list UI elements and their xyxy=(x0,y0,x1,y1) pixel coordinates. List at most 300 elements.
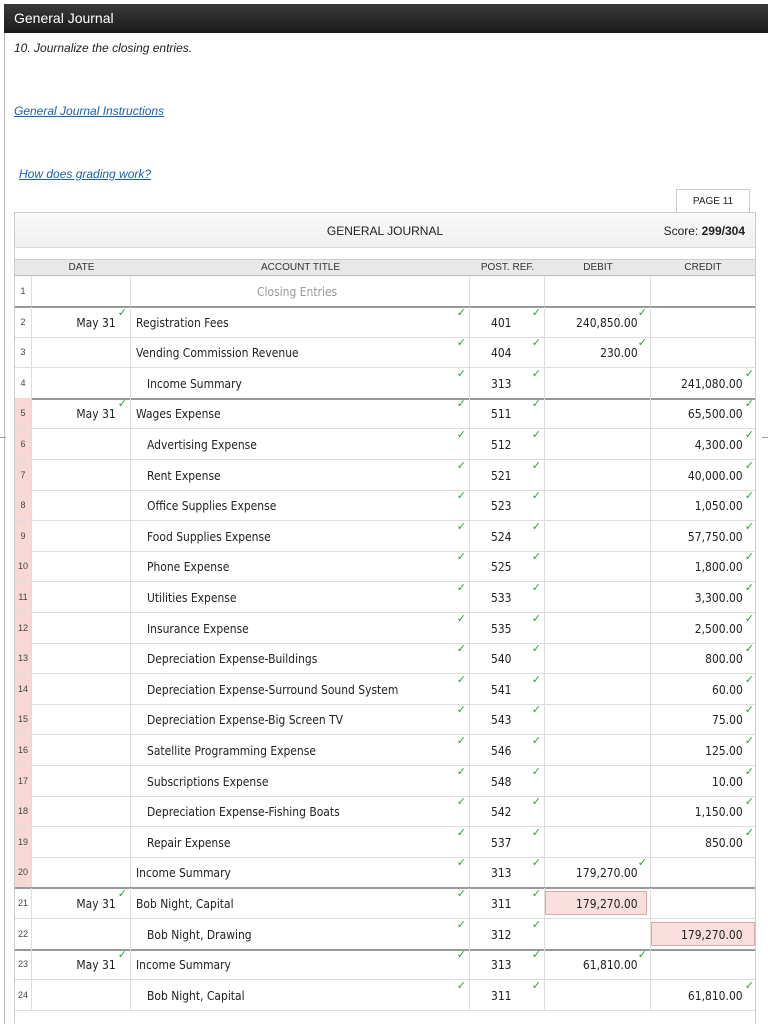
account-cell[interactable] xyxy=(131,521,470,551)
row-number: 19 xyxy=(15,827,32,857)
account-cell[interactable] xyxy=(131,276,470,306)
date-cell[interactable] xyxy=(32,613,131,643)
post-ref-value: 313 xyxy=(491,957,512,973)
date-cell[interactable] xyxy=(32,307,131,337)
account-cell[interactable] xyxy=(131,704,470,734)
check-icon: ✓ xyxy=(456,888,466,900)
credit-value: 1,050.00 xyxy=(695,498,743,514)
check-icon: ✓ xyxy=(531,643,541,656)
row-number: 18 xyxy=(15,796,32,826)
post-ref-cell[interactable] xyxy=(470,307,545,337)
account-value: Utilities Expense xyxy=(147,590,237,605)
account-cell[interactable] xyxy=(131,460,470,490)
table-row xyxy=(15,490,755,521)
account-cell[interactable] xyxy=(131,551,470,581)
check-icon: ✓ xyxy=(637,306,647,319)
score-display xyxy=(664,224,745,238)
row-number: 15 xyxy=(15,704,32,734)
post-ref-value: 546 xyxy=(491,743,512,758)
check-icon: ✓ xyxy=(531,429,541,441)
check-icon: ✓ xyxy=(744,765,754,778)
account-cell[interactable] xyxy=(131,398,470,428)
credit-cell[interactable] xyxy=(651,582,755,612)
debit-value: 179,270.00 xyxy=(576,865,638,881)
debit-cell[interactable] xyxy=(545,888,651,918)
account-value: Insurance Expense xyxy=(147,620,249,636)
row-number: 22 xyxy=(15,919,32,949)
date-cell[interactable] xyxy=(32,766,131,796)
account-cell[interactable] xyxy=(131,337,470,367)
post-ref-cell[interactable] xyxy=(470,704,545,734)
frame-border xyxy=(4,33,5,1024)
credit-value: 57,750.00 xyxy=(688,528,743,544)
debit-cell[interactable] xyxy=(545,460,651,490)
table-row xyxy=(15,949,755,980)
debit-cell[interactable] xyxy=(545,919,651,949)
table-row xyxy=(15,337,755,368)
post-ref-cell[interactable] xyxy=(470,949,545,979)
account-value: Rent Expense xyxy=(147,467,221,483)
account-cell[interactable] xyxy=(131,796,470,826)
check-icon: ✓ xyxy=(744,643,754,656)
row-number: 4 xyxy=(15,368,32,398)
credit-value: 1,800.00 xyxy=(695,559,743,575)
post-ref-cell[interactable] xyxy=(470,276,545,306)
row-number: 3 xyxy=(15,337,32,367)
check-icon: ✓ xyxy=(456,306,466,319)
table-row xyxy=(15,643,755,674)
post-ref-value: 542 xyxy=(491,804,512,820)
check-icon: ✓ xyxy=(531,888,541,900)
post-ref-value: 540 xyxy=(491,651,512,667)
credit-cell[interactable] xyxy=(651,735,755,765)
check-icon: ✓ xyxy=(531,673,541,686)
debit-value: 230.00 xyxy=(600,345,638,361)
page-tab[interactable]: PAGE 11 xyxy=(676,189,750,213)
credit-value: 850.00 xyxy=(705,834,743,850)
credit-cell[interactable] xyxy=(651,643,755,673)
debit-cell[interactable] xyxy=(545,949,651,979)
credit-value: 60.00 xyxy=(712,681,743,697)
check-icon: ✓ xyxy=(637,337,647,350)
check-icon: ✓ xyxy=(531,520,541,533)
date-value: May 31 xyxy=(76,957,116,973)
post-ref-value: 521 xyxy=(491,467,512,483)
credit-value: 75.00 xyxy=(712,712,743,728)
row-number: 14 xyxy=(15,674,32,704)
account-value: Repair Expense xyxy=(147,834,231,850)
account-value: Vending Commission Revenue xyxy=(136,345,299,361)
table-row xyxy=(15,888,755,919)
debit-cell[interactable] xyxy=(545,276,651,306)
account-value: Closing Entries xyxy=(257,284,338,299)
date-cell[interactable] xyxy=(32,368,131,398)
credit-cell[interactable] xyxy=(651,460,755,490)
row-number: 2 xyxy=(15,307,32,337)
check-icon: ✓ xyxy=(744,367,754,380)
date-cell[interactable] xyxy=(32,643,131,673)
credit-cell[interactable] xyxy=(651,368,755,398)
check-icon: ✓ xyxy=(531,918,541,931)
row-number: 11 xyxy=(15,582,32,612)
account-value: Income Summary xyxy=(136,957,231,973)
date-cell[interactable] xyxy=(32,490,131,520)
row-number: 21 xyxy=(15,888,32,918)
check-icon: ✓ xyxy=(531,735,541,747)
row-number: 5 xyxy=(15,398,32,428)
check-icon: ✓ xyxy=(531,979,541,992)
account-cell[interactable] xyxy=(131,582,470,612)
post-ref-cell[interactable] xyxy=(470,919,545,949)
credit-cell[interactable] xyxy=(651,949,755,979)
post-ref-value: 512 xyxy=(491,437,512,452)
debit-cell[interactable] xyxy=(545,429,651,459)
check-icon: ✓ xyxy=(744,398,754,411)
account-value: Depreciation Expense-Fishing Boats xyxy=(147,804,340,820)
check-icon: ✓ xyxy=(744,735,754,747)
credit-cell[interactable] xyxy=(651,551,755,581)
post-ref-cell[interactable] xyxy=(470,857,545,887)
credit-cell[interactable] xyxy=(651,857,755,887)
post-ref-value: 401 xyxy=(491,314,512,330)
debit-cell[interactable] xyxy=(545,766,651,796)
credit-cell[interactable] xyxy=(651,827,755,857)
table-row xyxy=(15,674,755,705)
account-value: Bob Night, Capital xyxy=(147,987,245,1003)
account-cell[interactable] xyxy=(131,643,470,673)
account-value: Income Summary xyxy=(136,865,231,881)
date-cell[interactable] xyxy=(32,582,131,612)
credit-value: 125.00 xyxy=(705,743,743,758)
credit-cell[interactable] xyxy=(651,674,755,704)
account-cell[interactable] xyxy=(131,307,470,337)
account-value: Food Supplies Expense xyxy=(147,528,271,544)
grading-link[interactable]: How does grading work? xyxy=(19,167,152,181)
check-icon: ✓ xyxy=(744,429,754,441)
row-number: 10 xyxy=(15,551,32,581)
date-cell[interactable] xyxy=(32,827,131,857)
credit-cell[interactable] xyxy=(651,796,755,826)
row-number: 16 xyxy=(15,735,32,765)
check-icon: ✓ xyxy=(456,429,466,441)
debit-cell[interactable] xyxy=(545,643,651,673)
credit-cell[interactable] xyxy=(651,888,755,918)
credit-cell[interactable] xyxy=(651,429,755,459)
date-cell[interactable] xyxy=(32,337,131,367)
credit-value: 65,500.00 xyxy=(688,406,743,422)
check-icon: ✓ xyxy=(531,551,541,564)
post-ref-cell[interactable] xyxy=(470,888,545,918)
account-value: Depreciation Expense-Big Screen TV xyxy=(147,712,344,728)
account-value: Depreciation Expense-Surround Sound System xyxy=(147,681,399,697)
check-icon: ✓ xyxy=(531,582,541,594)
post-ref-cell[interactable] xyxy=(470,980,545,1010)
check-icon: ✓ xyxy=(456,826,466,839)
table-row xyxy=(15,980,755,1011)
check-icon: ✓ xyxy=(456,857,466,870)
check-icon: ✓ xyxy=(456,643,466,656)
check-icon: ✓ xyxy=(531,337,541,350)
credit-cell[interactable] xyxy=(651,398,755,428)
check-icon: ✓ xyxy=(744,551,754,564)
check-icon: ✓ xyxy=(117,949,127,962)
post-ref-value: 535 xyxy=(491,620,512,636)
post-ref-cell[interactable] xyxy=(470,796,545,826)
check-icon: ✓ xyxy=(531,765,541,778)
account-value: Bob Night, Drawing xyxy=(147,926,252,942)
post-ref-cell[interactable] xyxy=(470,674,545,704)
row-number: 9 xyxy=(15,521,32,551)
post-ref-value: 311 xyxy=(491,987,512,1003)
table-row xyxy=(15,766,755,797)
account-value: Subscriptions Expense xyxy=(147,773,269,789)
post-ref-value: 537 xyxy=(491,834,512,850)
date-value: May 31 xyxy=(76,314,116,330)
row-number: 12 xyxy=(15,613,32,643)
date-cell[interactable] xyxy=(32,980,131,1010)
post-ref-cell[interactable] xyxy=(470,551,545,581)
post-ref-value: 311 xyxy=(491,896,512,911)
row-number: 7 xyxy=(15,460,32,490)
date-cell[interactable] xyxy=(32,919,131,949)
credit-value: 40,000.00 xyxy=(688,467,743,483)
debit-cell[interactable] xyxy=(545,337,651,367)
row-number: 1 xyxy=(15,276,32,306)
row-number: 17 xyxy=(15,766,32,796)
date-cell[interactable] xyxy=(32,398,131,428)
col-header-credit: CREDIT xyxy=(651,259,755,276)
debit-cell[interactable] xyxy=(545,521,651,551)
post-ref-cell[interactable] xyxy=(470,827,545,857)
table-row xyxy=(15,521,755,552)
date-cell[interactable] xyxy=(32,460,131,490)
check-icon: ✓ xyxy=(744,796,754,809)
post-ref-value: 525 xyxy=(491,559,512,575)
account-cell[interactable] xyxy=(131,490,470,520)
account-cell[interactable] xyxy=(131,888,470,918)
account-value: Satellite Programming Expense xyxy=(147,743,316,758)
credit-cell[interactable] xyxy=(651,490,755,520)
date-cell[interactable] xyxy=(32,796,131,826)
account-cell[interactable] xyxy=(131,980,470,1010)
check-icon: ✓ xyxy=(456,704,466,717)
edge-mark-left xyxy=(0,437,6,438)
check-icon: ✓ xyxy=(744,704,754,717)
debit-cell[interactable] xyxy=(545,490,651,520)
post-ref-cell[interactable] xyxy=(470,490,545,520)
debit-cell[interactable] xyxy=(545,980,651,1010)
check-icon: ✓ xyxy=(637,857,647,870)
account-cell[interactable] xyxy=(131,919,470,949)
check-icon: ✓ xyxy=(531,490,541,503)
credit-cell[interactable] xyxy=(651,337,755,367)
date-cell[interactable] xyxy=(32,674,131,704)
post-ref-cell[interactable] xyxy=(470,613,545,643)
credit-cell[interactable] xyxy=(651,307,755,337)
post-ref-value: 524 xyxy=(491,528,512,544)
credit-cell[interactable] xyxy=(651,521,755,551)
post-ref-cell[interactable] xyxy=(470,460,545,490)
account-cell[interactable] xyxy=(131,613,470,643)
check-icon: ✓ xyxy=(744,979,754,992)
question-text: 10. Journalize the closing entries. xyxy=(14,41,193,55)
check-icon: ✓ xyxy=(744,459,754,472)
table-row xyxy=(15,398,755,429)
credit-cell[interactable] xyxy=(651,919,755,949)
post-ref-cell[interactable] xyxy=(470,521,545,551)
date-cell[interactable] xyxy=(32,735,131,765)
table-row xyxy=(15,613,755,644)
account-cell[interactable] xyxy=(131,949,470,979)
post-ref-value: 548 xyxy=(491,773,512,789)
row-number: 6 xyxy=(15,429,32,459)
table-row xyxy=(15,857,755,889)
check-icon: ✓ xyxy=(456,337,466,350)
date-cell[interactable] xyxy=(32,521,131,551)
date-cell[interactable] xyxy=(32,704,131,734)
col-header-account: ACCOUNT TITLE xyxy=(131,259,470,276)
table-row xyxy=(15,704,755,735)
journal-title: GENERAL JOURNAL xyxy=(326,224,444,238)
account-cell[interactable] xyxy=(131,857,470,887)
credit-cell[interactable] xyxy=(651,276,755,306)
account-value: Office Supplies Expense xyxy=(147,498,277,514)
date-cell[interactable] xyxy=(32,888,131,918)
debit-cell[interactable] xyxy=(545,857,651,887)
check-icon: ✓ xyxy=(531,826,541,839)
post-ref-cell[interactable] xyxy=(470,337,545,367)
date-cell[interactable] xyxy=(32,429,131,459)
check-icon: ✓ xyxy=(456,735,466,747)
col-header-number xyxy=(15,259,32,276)
debit-cell[interactable] xyxy=(545,582,651,612)
credit-value: 179,270.00 xyxy=(681,926,743,942)
window-title-bar xyxy=(4,4,768,33)
check-icon: ✓ xyxy=(744,673,754,686)
debit-cell[interactable] xyxy=(545,704,651,734)
check-icon: ✓ xyxy=(531,459,541,472)
table-row xyxy=(15,827,755,858)
credit-value: 2,500.00 xyxy=(695,620,743,636)
post-ref-cell[interactable] xyxy=(470,735,545,765)
table-row xyxy=(15,796,755,827)
check-icon: ✓ xyxy=(456,949,466,962)
journal-panel xyxy=(14,212,756,1024)
debit-cell[interactable] xyxy=(545,613,651,643)
post-ref-cell[interactable] xyxy=(470,368,545,398)
credit-cell[interactable] xyxy=(651,766,755,796)
date-cell[interactable] xyxy=(32,857,131,887)
col-header-post-ref: POST. REF. xyxy=(470,259,545,276)
check-icon: ✓ xyxy=(744,826,754,839)
check-icon: ✓ xyxy=(456,918,466,931)
table-row xyxy=(15,368,755,400)
date-cell[interactable] xyxy=(32,276,131,306)
account-cell[interactable] xyxy=(131,429,470,459)
account-value: Wages Expense xyxy=(136,406,221,422)
post-ref-value: 523 xyxy=(491,498,512,514)
check-icon: ✓ xyxy=(637,949,647,962)
post-ref-cell[interactable] xyxy=(470,643,545,673)
col-header-debit: DEBIT xyxy=(545,259,651,276)
account-cell[interactable] xyxy=(131,735,470,765)
account-value: Registration Fees xyxy=(136,314,229,330)
date-cell[interactable] xyxy=(32,949,131,979)
credit-value: 10.00 xyxy=(712,773,743,789)
check-icon: ✓ xyxy=(456,582,466,594)
table-row xyxy=(15,582,755,613)
account-value: Bob Night, Capital xyxy=(136,896,234,911)
check-icon: ✓ xyxy=(117,306,127,319)
check-icon: ✓ xyxy=(456,398,466,411)
check-icon: ✓ xyxy=(456,459,466,472)
post-ref-cell[interactable] xyxy=(470,429,545,459)
row-number: 13 xyxy=(15,643,32,673)
date-value: May 31 xyxy=(76,406,116,422)
check-icon: ✓ xyxy=(456,796,466,809)
debit-value: 240,850.00 xyxy=(576,314,638,330)
date-cell[interactable] xyxy=(32,551,131,581)
score-label: Score: xyxy=(663,224,699,238)
post-ref-value: 541 xyxy=(491,681,512,697)
credit-value: 1,150.00 xyxy=(695,804,743,820)
post-ref-value: 543 xyxy=(491,712,512,728)
account-cell[interactable] xyxy=(131,827,470,857)
debit-value: 179,270.00 xyxy=(576,896,638,911)
row-number: 20 xyxy=(15,857,32,887)
debit-cell[interactable] xyxy=(545,827,651,857)
account-cell[interactable] xyxy=(131,368,470,398)
account-cell[interactable] xyxy=(131,766,470,796)
check-icon: ✓ xyxy=(117,888,127,900)
check-icon: ✓ xyxy=(456,612,466,625)
credit-value: 241,080.00 xyxy=(681,375,743,391)
table-row xyxy=(15,460,755,491)
check-icon: ✓ xyxy=(531,704,541,717)
account-cell[interactable] xyxy=(131,674,470,704)
post-ref-cell[interactable] xyxy=(470,582,545,612)
debit-value: 61,810.00 xyxy=(583,957,638,973)
check-icon: ✓ xyxy=(531,857,541,870)
check-icon: ✓ xyxy=(117,398,127,411)
debit-cell[interactable] xyxy=(545,796,651,826)
debit-cell[interactable] xyxy=(545,368,651,398)
debit-cell[interactable] xyxy=(545,674,651,704)
table-row xyxy=(15,307,755,338)
account-value: Income Summary xyxy=(147,375,242,391)
post-ref-cell[interactable] xyxy=(470,766,545,796)
credit-cell[interactable] xyxy=(651,980,755,1010)
check-icon: ✓ xyxy=(744,490,754,503)
credit-cell[interactable] xyxy=(651,704,755,734)
credit-value: 800.00 xyxy=(705,651,743,667)
check-icon: ✓ xyxy=(456,765,466,778)
debit-cell[interactable] xyxy=(545,307,651,337)
instructions-link[interactable]: General Journal Instructions xyxy=(14,104,165,118)
col-header-date: DATE xyxy=(32,259,131,276)
account-value: Depreciation Expense-Buildings xyxy=(147,651,318,667)
debit-cell[interactable] xyxy=(545,551,651,581)
credit-cell[interactable] xyxy=(651,613,755,643)
check-icon: ✓ xyxy=(531,367,541,380)
table-row xyxy=(15,429,755,460)
row-number: 24 xyxy=(15,980,32,1010)
post-ref-cell[interactable] xyxy=(470,398,545,428)
debit-cell[interactable] xyxy=(545,398,651,428)
table-row xyxy=(15,735,755,766)
post-ref-value: 404 xyxy=(491,345,512,361)
debit-cell[interactable] xyxy=(545,735,651,765)
